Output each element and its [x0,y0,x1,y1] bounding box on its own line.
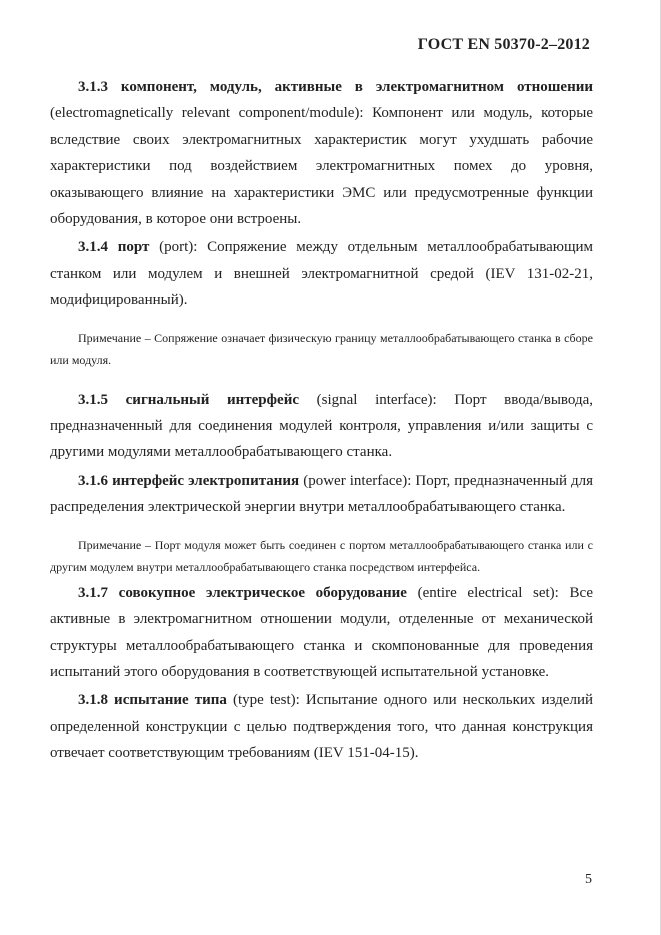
definition-3-1-6 [50,468,593,521]
definition-3-1-5 [50,387,593,466]
definition-text: (power interface): Порт, предназначенный для распределения электрической энергии внутри металлообрабатывающего станка. [50,472,594,516]
term-heading: испытание типа [114,692,227,709]
note-power-interface: Примечание – Порт модуля может быть соединен с портом металлообрабатывающего станка или с другим модулем внутри металлообрабатывающего станка посредством интерфейса. [50,537,593,574]
definition-text: (electromagnetically relevant component/module): Компонент или модуль, которые вследствие своих электромагнитных характеристик могут ухудшать рабочие характеристики под воздействием электромагнитных помех до уровня, оказывающего влияние на характеристики ЭМС или предусмотренные функции оборудования, в которое они встроены. [50,105,593,228]
note-port: Примечание – Сопряжение означает физическую границу металлообрабатывающего станка в сборе или модуля. [50,330,593,367]
section-number: 3.1.8 [78,692,108,709]
term-heading: сигнальный интерфейс [125,391,299,408]
term-heading: интерфейс электропитания [112,472,300,489]
standard-code-header: ГОСТ EN 50370-2–2012 [417,36,590,53]
definition-text: (port): Сопряжение между отдельным металлообрабатывающим станком или модулем и внешней электромагнитной средой (IEV 131-02-21, модифицированный). [50,239,594,309]
definition-3-1-3 [50,74,593,232]
definition-text: (signal interface): Порт ввода/вывода, предназначенный для соединения модулей контроля, управления и/или защиты с другими модулями металлообрабатывающего станка. [50,391,594,461]
section-number: 3.1.3 [78,79,108,95]
section-number: 3.1.4 [78,239,108,256]
page-number: 5 [585,872,592,887]
term-heading: порт [117,239,150,256]
term-heading: компонент, модуль, активные в электромагнитном отношении [120,79,593,95]
definition-3-1-7 [50,580,593,686]
definition-3-1-8 [50,687,593,766]
section-number: 3.1.7 [78,584,108,601]
section-number: 3.1.6 [78,472,108,489]
definition-text: (entire electrical set): Все активные в электромагнитном отношении модули, отделенные от механической структуры металлообрабатывающего станка и скомпонованные для проведения испытаний этого оборудования в соответствующей испытательной установке. [50,584,594,680]
section-number: 3.1.5 [78,391,108,408]
definition-text: (type test): Испытание одного или нескольких изделий определенной конструкции с целью подтверждения того, что данная конструкция отвечает соответствующим требованиям (IEV 151-04-15). [50,692,593,762]
document-content [50,74,593,767]
term-heading: совокупное электрическое оборудование [118,584,407,601]
definition-3-1-4 [50,234,593,313]
